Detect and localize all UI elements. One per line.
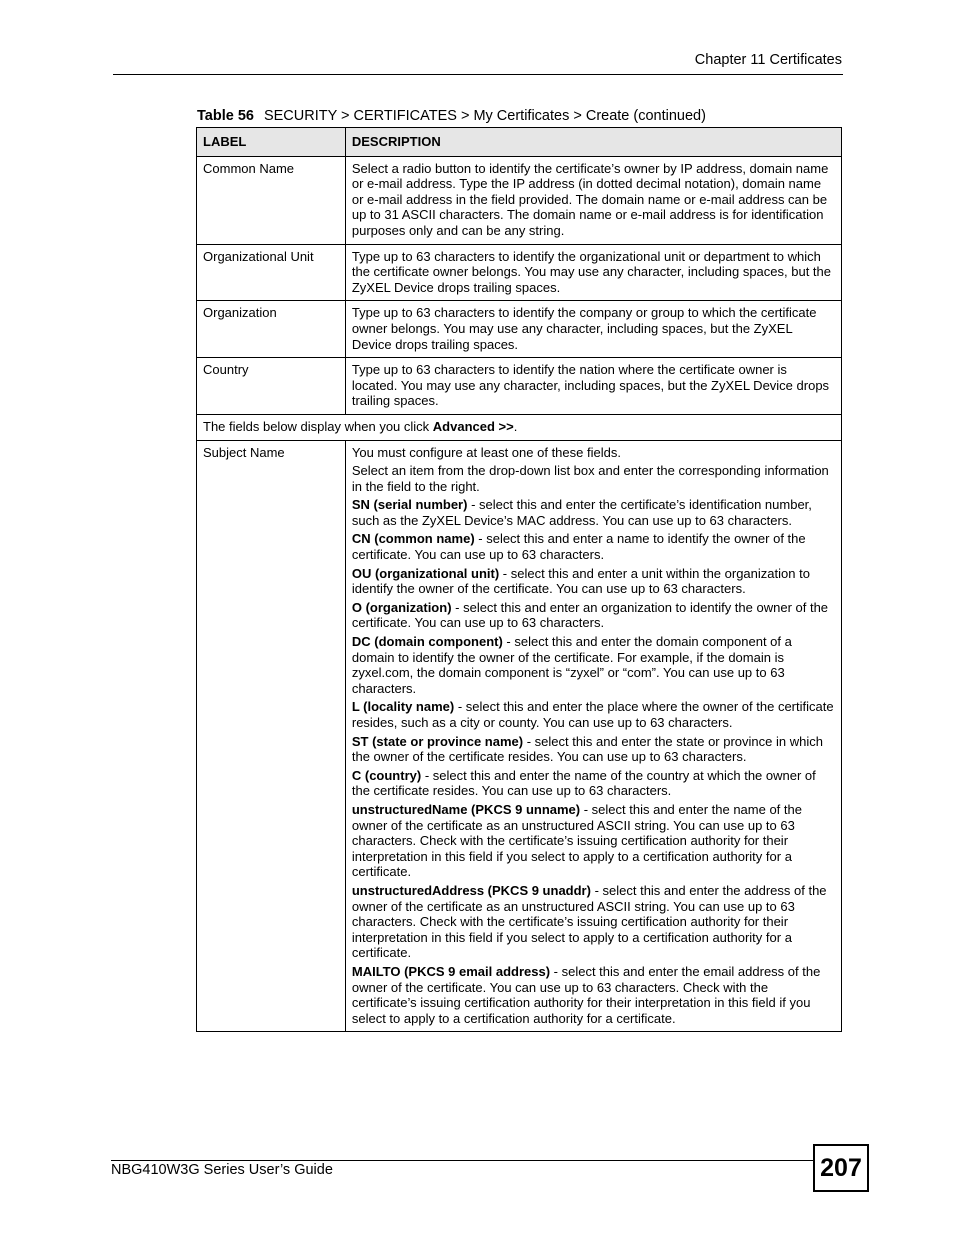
- description-paragraph: [352, 497, 835, 528]
- row-label: Subject Name: [197, 440, 346, 1032]
- field-option-name: C (country): [351, 767, 422, 783]
- table-row: [197, 156, 842, 244]
- row-description: [345, 440, 841, 1032]
- description-paragraph: [352, 445, 835, 461]
- description-text: You must configure at least one of these fields.: [351, 444, 621, 460]
- description-text: - select this and enter the place where the owner of the certificate resides, such as a city or county. You can use up to 63 characters.: [351, 699, 834, 730]
- description-text: Type up to 63 characters to identify the nation where the certificate owner is located. You may use any character, including spaces, but the ZyXEL Device drops trailing spaces.: [351, 362, 830, 409]
- description-paragraph: [352, 161, 835, 239]
- description-text: - select this and enter an organization to identify the owner of the certificate. You can use up to 63 characters.: [351, 599, 829, 631]
- description-paragraph: [352, 768, 835, 799]
- table-body: [197, 156, 842, 1032]
- row-description: [345, 358, 841, 415]
- row-label: Organization: [197, 301, 346, 358]
- description-text: - select this and enter a unit within the organization to identify the owner of the certificate. You can use up to 63 characters.: [351, 565, 810, 597]
- description-text: Select an item from the drop-down list box and enter the corresponding information in the field to the right.: [351, 463, 829, 494]
- description-text: Select a radio button to identify the certificate’s owner by IP address, domain name or e-mail address. Type the IP address (in dotted decimal notation), domain name or e-mail address in the field provided. The domain name or e-mail address can be up to 31 ASCII characters. The domain name or e-mail address is for identification purposes only and can be any string.: [351, 160, 829, 238]
- description-paragraph: [352, 634, 835, 696]
- description-text: Type up to 63 characters to identify the company or group to which the certificate owner belongs. You may use any character, including spaces, but the ZyXEL Device drops trailing spaces.: [351, 305, 817, 352]
- description-paragraph: [352, 802, 835, 880]
- description-text: - select this and enter the email address of the owner of the certificate. You can use up to 63 characters. Check with the certificate’s issuing certification authority for their interpretation in this field if you select to apply to a certification authority for a certificate.: [351, 963, 821, 1026]
- description-text: Type up to 63 characters to identify the organizational unit or department to which the certificate owner belongs. You may use any character, including spaces, but the ZyXEL Device drops trailing spaces.: [351, 248, 831, 295]
- description-text: - select this and enter the address of the owner of the certificate as an unstructured ASCII string. You can use up to 63 characters. Check with the certificate’s issuing certification authority for their interpretation in this field if you select to apply to a certification authority for a certificate.: [351, 882, 827, 961]
- field-option-name: MAILTO (PKCS 9 email address): [351, 963, 551, 979]
- description-paragraph: [352, 249, 835, 296]
- table-caption: [197, 108, 842, 124]
- description-text: - select this and enter the state or province in which the owner of the certificate resides. You can use up to 63 characters.: [351, 733, 823, 765]
- subject-name-row: [197, 440, 842, 1032]
- row-description: [345, 301, 841, 358]
- field-option-name: OU (organizational unit): [351, 565, 500, 581]
- table-number: Table 56: [197, 108, 254, 124]
- table-header-row: [197, 128, 842, 157]
- page-number: 207: [813, 1144, 869, 1192]
- advanced-note-prefix: The fields below display when you click: [203, 418, 433, 434]
- table-row: [197, 244, 842, 301]
- description-text: - select this and enter a name to identify the owner of the certificate. You can use up to 63 characters.: [351, 531, 806, 563]
- field-option-name: DC (domain component): [351, 634, 503, 650]
- row-label: Common Name: [197, 156, 346, 244]
- description-paragraph: [352, 566, 835, 597]
- table-row: [197, 358, 842, 415]
- description-text: - select this and enter the name of the country at which the owner of the certificate resides. You can use up to 63 characters.: [351, 767, 816, 799]
- field-option-name: CN (common name): [351, 531, 475, 547]
- row-description: [345, 244, 841, 301]
- field-option-name: ST (state or province name): [351, 733, 524, 749]
- row-label: Country: [197, 358, 346, 415]
- description-text: - select this and enter the name of the owner of the certificate as an unstructured ASCII string. You can use up to 63 characters. Check with the certificate’s issuing certification authority for their interpretation in this field if you select to apply to a certification authority for a certificate.: [351, 801, 802, 880]
- label-column-header: LABEL: [197, 128, 346, 157]
- description-paragraph: [352, 600, 835, 631]
- footer-rule: [111, 1160, 813, 1161]
- table-row: [197, 301, 842, 358]
- description-paragraph: [352, 964, 835, 1026]
- field-option-name: O (organization): [351, 599, 452, 615]
- description-text: - select this and enter the certificate’s identification number, such as the ZyXEL Device’s MAC address. You can use up to 63 characters.: [351, 497, 812, 528]
- description-paragraph: [352, 305, 835, 352]
- advanced-note-suffix: .: [513, 418, 518, 434]
- certificates-table: [196, 127, 842, 1032]
- field-option-name: unstructuredName (PKCS 9 unname): [351, 801, 581, 817]
- description-paragraph: [352, 362, 835, 409]
- field-option-name: L (locality name): [351, 699, 455, 715]
- advanced-note-row: [197, 414, 842, 440]
- description-paragraph: [352, 883, 835, 961]
- description-paragraph: [352, 699, 835, 730]
- description-paragraph: [352, 463, 835, 494]
- guide-title: NBG410W3G Series User’s Guide: [111, 1162, 333, 1178]
- description-paragraph: [352, 734, 835, 765]
- advanced-button-reference: Advanced >>: [432, 418, 514, 434]
- header-rule: [113, 74, 843, 75]
- field-option-name: SN (serial number): [351, 497, 468, 513]
- advanced-note: [197, 414, 842, 440]
- table-title: SECURITY > CERTIFICATES > My Certificates > Create (continued): [263, 108, 706, 124]
- description-paragraph: [352, 531, 835, 562]
- row-description: [345, 156, 841, 244]
- description-text: - select this and enter the domain component of a domain to identify the owner of the certificate. For example, if the domain is zyxel.com, the domain component is “zyxel” or “com”. You can use up to 63 characters.: [351, 634, 792, 696]
- field-option-name: unstructuredAddress (PKCS 9 unaddr): [351, 882, 591, 898]
- description-column-header: DESCRIPTION: [345, 128, 841, 157]
- row-label: Organizational Unit: [197, 244, 346, 301]
- running-header: Chapter 11 Certificates: [694, 52, 842, 68]
